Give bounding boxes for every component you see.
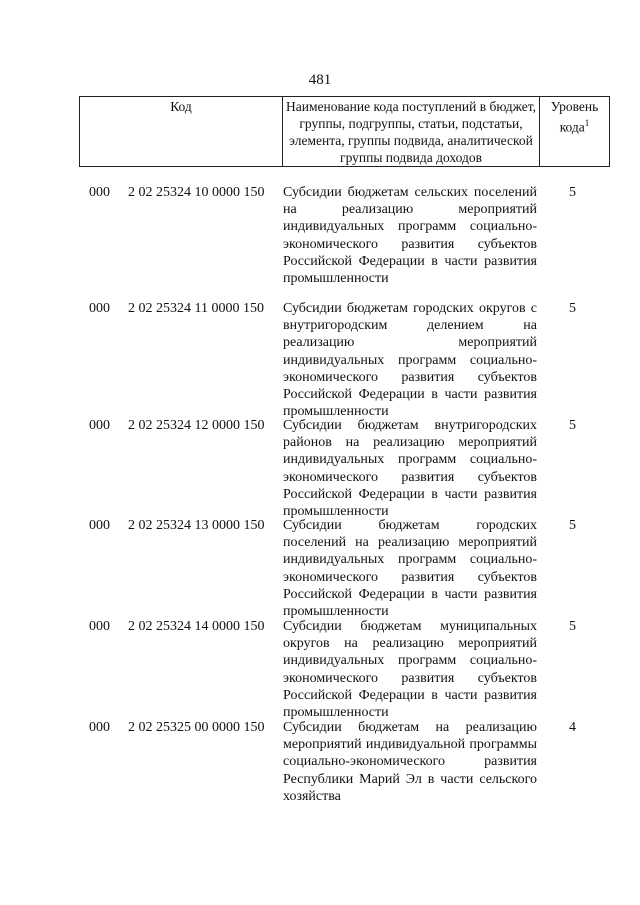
table-header bbox=[79, 96, 610, 167]
revenue-name: Субсидии бюджетам городских поселений на реализацию мероприятий индивидуальных программ социально-экономического развития субъектов Российской Федерации в части развития промышленности bbox=[283, 518, 537, 620]
admin-code: 000 bbox=[89, 301, 110, 316]
code-level: 5 bbox=[569, 518, 576, 533]
admin-code: 000 bbox=[89, 518, 110, 533]
revenue-code: 2 02 25324 11 0000 150 bbox=[128, 301, 264, 316]
admin-code: 000 bbox=[89, 720, 110, 735]
revenue-code: 2 02 25325 00 0000 150 bbox=[128, 720, 265, 735]
revenue-code: 2 02 25324 12 0000 150 bbox=[128, 418, 265, 433]
header-code bbox=[80, 97, 283, 167]
admin-code: 000 bbox=[89, 619, 110, 634]
code-level: 5 bbox=[569, 619, 576, 634]
table-row bbox=[79, 719, 609, 819]
revenue-name: Субсидии бюджетам на реализацию мероприятий индивидуальной программы социально-экономического развития Республики Марий Эл в части сельского хозяйства bbox=[283, 720, 537, 804]
page-number: 481 bbox=[308, 72, 332, 88]
table-row bbox=[79, 618, 609, 719]
admin-code: 000 bbox=[89, 185, 110, 200]
header-level-label: Уровень кода bbox=[550, 99, 599, 135]
revenue-code: 2 02 25324 14 0000 150 bbox=[128, 619, 265, 634]
header-name-label: Наименование кода поступлений в бюджет, группы, подгруппы, статьи, подстатьи, элемента, группы подвида, аналитической группы подвида доходов bbox=[286, 99, 537, 165]
admin-code: 000 bbox=[89, 418, 110, 433]
revenue-code: 2 02 25324 13 0000 150 bbox=[128, 518, 265, 533]
header-level bbox=[540, 97, 610, 167]
footnote-marker: 1 bbox=[584, 118, 590, 128]
code-level: 5 bbox=[569, 185, 576, 200]
revenue-name: Субсидии бюджетам муниципальных округов на реализацию мероприятий индивидуальных программ социально-экономического развития субъектов Российской Федерации в части развития промышленности bbox=[283, 619, 537, 721]
table-row bbox=[79, 300, 609, 420]
revenue-name: Субсидии бюджетам сельских поселений на реализацию мероприятий индивидуальных программ социально-экономического развития субъектов Российской Федерации в части развития промышленности bbox=[283, 185, 537, 287]
table-row bbox=[79, 184, 609, 300]
revenue-name: Субсидии бюджетам внутригородских районов на реализацию мероприятий индивидуальных программ социально-экономического развития субъектов Российской Федерации в части развития промышленности bbox=[283, 418, 537, 520]
revenue-name: Субсидии бюджетам городских округов с внутригородским делением на реализацию мероприятий индивидуальных программ социально-экономического развития субъектов Российской Федерации в части развития промышленности bbox=[283, 301, 537, 420]
code-level: 5 bbox=[569, 301, 576, 316]
header-code-label: Код bbox=[170, 99, 192, 114]
table-body bbox=[79, 184, 609, 819]
table-row bbox=[79, 417, 609, 520]
code-level: 5 bbox=[569, 418, 576, 433]
code-level: 4 bbox=[569, 720, 576, 735]
revenue-code: 2 02 25324 10 0000 150 bbox=[128, 185, 265, 200]
header-name bbox=[283, 97, 540, 167]
table-row bbox=[79, 517, 609, 618]
